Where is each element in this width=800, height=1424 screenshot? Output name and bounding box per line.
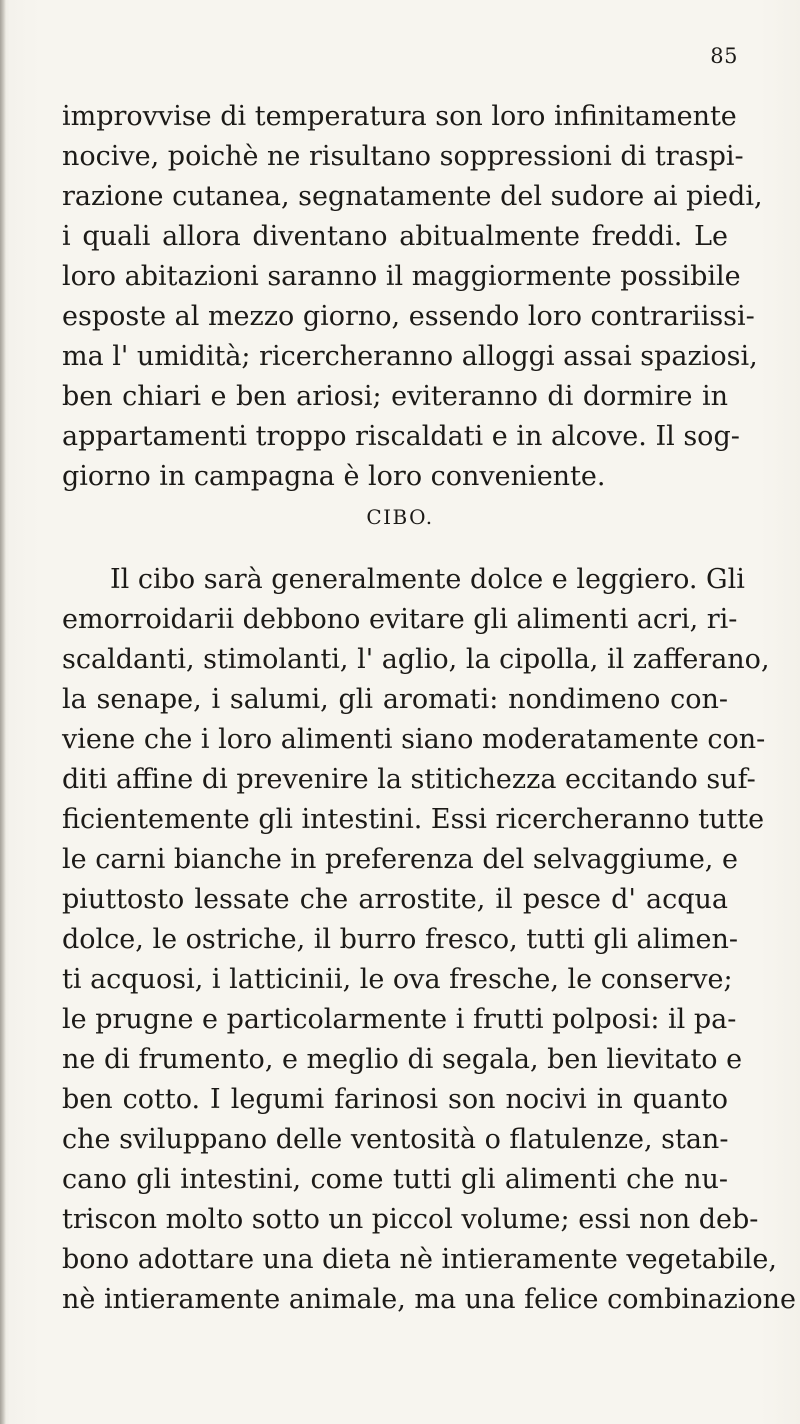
text-line: emorroidarii debbono evitare gli alimenti acri, ri- [62, 604, 738, 635]
text-line: dolce, le ostriche, il burro fresco, tutti gli alimen- [62, 924, 739, 955]
text-line: appartamenti troppo riscaldati e in alcove. Il sog- [62, 421, 740, 452]
text-line: le carni bianche in preferenza del selvaggiume, e [62, 844, 738, 875]
text-line: che sviluppano delle ventosità o flatulenze, stan- [62, 1124, 729, 1155]
text-line: ti acquosi, i latticinii, le ova fresche, le conserve; [62, 964, 733, 995]
text-line: nocive, poichè ne risultano soppressioni di traspi- [62, 141, 744, 172]
text-line: i quali allora diventano abitualmente freddi. Le [62, 221, 728, 252]
text-line: nè intieramente animale, ma una felice combinazione [62, 1284, 796, 1315]
text-line: piuttosto lessate che arrostite, il pesce d' acqua [62, 884, 728, 915]
text-line: bono adottare una dieta nè intieramente vegetabile, [62, 1244, 777, 1275]
text-line: razione cutanea, segnatamente del sudore ai piedi, [62, 181, 763, 212]
text-line: Il cibo sarà generalmente dolce e leggiero. Gli [110, 564, 745, 595]
text-line: le prugne e particolarmente i frutti polposi: il pa- [62, 1004, 737, 1035]
text-line: giorno in campagna è loro conveniente. [62, 461, 606, 492]
text-line: loro abitazioni saranno il maggiormente possibile [62, 261, 741, 292]
text-line: ma l' umidità; ricercheranno alloggi assai spaziosi, [62, 341, 758, 372]
text-line: ficientemente gli intestini. Essi ricercheranno tutte [62, 804, 765, 835]
text-line: esposte al mezzo giorno, essendo loro contrariissi- [62, 301, 755, 332]
text-line: improvvise di temperatura son loro infinitamente [62, 101, 737, 132]
page-number: 85 [710, 44, 738, 68]
section-heading: CIBO. [366, 505, 434, 529]
text-line: ben chiari e ben ariosi; eviteranno di dormire in [62, 381, 728, 412]
text-line: scaldanti, stimolanti, l' aglio, la cipolla, il zafferano, [62, 644, 770, 675]
text-line: ben cotto. I legumi farinosi son nocivi in quanto [62, 1084, 728, 1115]
text-line: cano gli intestini, come tutti gli alimenti che nu- [62, 1164, 728, 1195]
text-line: ne di frumento, e meglio di segala, ben lievitato e [62, 1044, 743, 1075]
text-line: viene che i loro alimenti siano moderatamente con- [62, 724, 766, 755]
text-line: diti affine di prevenire la stitichezza eccitando suf- [62, 764, 756, 795]
text-line: la senape, i salumi, gli aromati: nondimeno con- [62, 684, 728, 715]
text-line: triscon molto sotto un piccol volume; essi non deb- [62, 1204, 759, 1235]
